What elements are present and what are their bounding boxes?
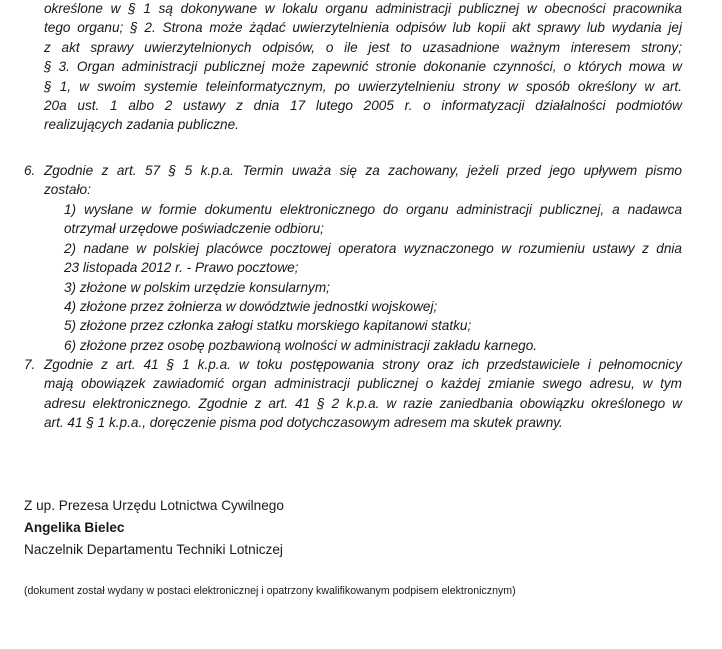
text-line: 20a ust. 1 albo 2 ustawy z dnia 17 lutego 2005 r. o informatyzacji działalności podmiotów (44, 97, 682, 113)
text-line: Zgodnie z art. 57 § 5 k.p.a. Termin uważa się za zachowany, jeżeli przed jego upływem pismo (44, 163, 682, 178)
list-item (64, 278, 682, 297)
list-item (64, 297, 682, 316)
text-line: zostało: (44, 182, 91, 198)
text-line: § 3. Organ administracji publicznej może zapewnić stronie dokonanie czynności, o których mowa w (44, 59, 682, 75)
text-line: adresu elektronicznego. Zgodnie z art. 41 § 2 k.p.a. w razie zaniedbania obowiązku określonego w (44, 395, 682, 411)
subitem-text: złożone przez żołnierza w dowództwie jednostki wojskowej; (79, 298, 438, 314)
text-line: Zgodnie z art. 41 § 1 k.p.a. w toku postępowania strony oraz ich przedstawiciele i pełnomocnicy (44, 357, 682, 372)
subitem-number: 2) (64, 240, 77, 256)
item-6-number: 6. (24, 163, 36, 178)
text-line: tego organu; § 2. Strona może żądać uwierzytelnienia odpisów lub kopii akt sprawy lub wydania jej (44, 20, 682, 36)
text-line: 23 listopada 2012 r. - Prawo pocztowe; (64, 260, 299, 276)
list-item (64, 316, 682, 335)
subitem-number: 6) (64, 337, 77, 353)
signature-name: Angelika Bielec (24, 520, 125, 535)
item-6-paragraph (44, 161, 682, 200)
subitem-number: 5) (64, 318, 77, 334)
list-item (64, 336, 682, 355)
text-line: z akt sprawy uwierzytelnionych odpisów, o ile jest to uzasadnione ważnym interesem strony; (44, 39, 682, 55)
item-7-paragraph (44, 355, 682, 433)
text-line: realizujących zadania publiczne. (44, 117, 239, 133)
text-line: określone w § 1 są dokonywane w lokalu organu administracji publicznej w obecności pracownika (44, 1, 682, 16)
text-line: mają obowiązek zawiadomić organ administracji publicznej o każdej zmianie swego adresu, w tym (44, 376, 682, 392)
text-line: art. 41 § 1 k.p.a., doręczenie pisma pod dotychczasowym adresem ma skutek prawny. (44, 415, 563, 431)
list-item (64, 200, 682, 239)
electronic-signature-note: (dokument został wydany w postaci elektronicznej i opatrzony kwalifikowanym podpisem elektronicznym) (24, 585, 516, 597)
subitem-text: nadane w polskiej placówce pocztowej operatora wyznaczonego w rozumieniu ustawy z dnia (83, 240, 682, 256)
item-7-number: 7. (24, 357, 36, 372)
continuation-paragraph (44, 0, 682, 135)
item-6-sublist (64, 200, 682, 355)
text-line (64, 239, 682, 258)
list-item (64, 239, 682, 278)
subitem-text: złożone przez osobę pozbawioną wolności w administracji zakładu karnego. (79, 337, 538, 353)
text-line (64, 200, 682, 219)
subitem-number: 4) (64, 298, 77, 314)
subitem-text: złożone przez członka załogi statku morskiego kapitanowi statku; (79, 318, 472, 334)
subitem-number: 1) (64, 202, 77, 217)
signature-on-behalf: Z up. Prezesa Urzędu Lotnictwa Cywilnego (24, 498, 284, 513)
text-line: § 1, w swoim systemie teleinformatycznym, po uwierzytelnieniu strony w sposób określony w art. (44, 78, 682, 94)
text-line: otrzymał urzędowe poświadczenie odbioru; (64, 221, 324, 237)
subitem-number: 3) (64, 279, 77, 295)
subitem-text: złożone w polskim urzędzie konsularnym; (79, 279, 330, 295)
signature-position: Naczelnik Departamentu Techniki Lotniczej (24, 542, 283, 557)
subitem-text: wysłane w formie dokumentu elektronicznego do organu administracji publicznej, a nadawca (84, 202, 683, 217)
